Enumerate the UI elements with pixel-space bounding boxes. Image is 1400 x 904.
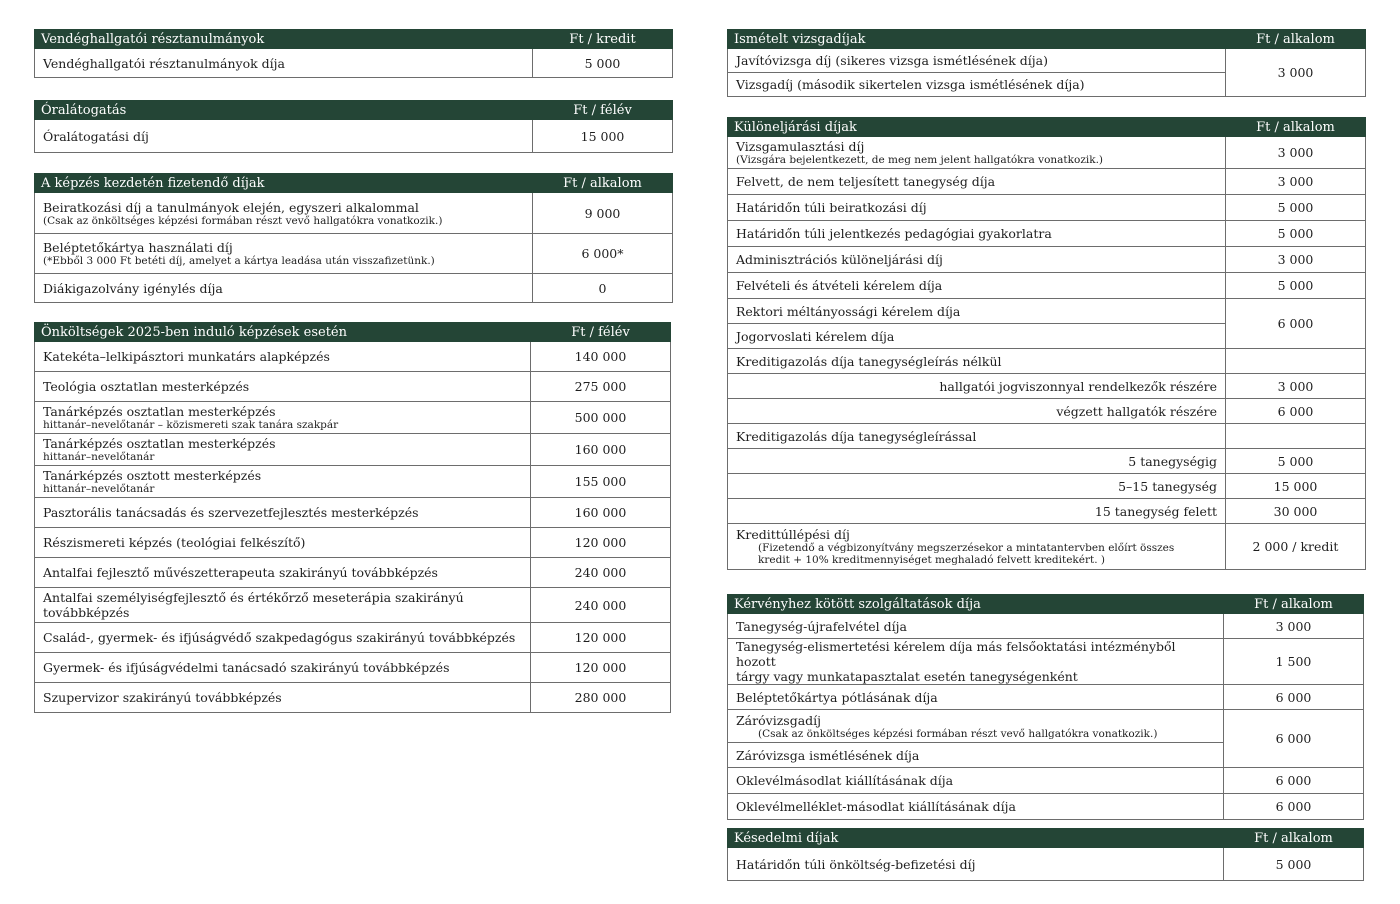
program-label: Szupervizor szakirányú továbbképzés [35,683,531,713]
late-fees-table [727,828,1364,881]
fee-value: 6 000 [1224,768,1364,794]
table-row [728,273,1366,299]
unit-header: Ft / alkalom [1224,829,1364,848]
table-row [728,848,1364,881]
fee-label-text: Vizsgamulasztási díj [736,139,865,154]
fee-label: Határidőn túli önköltség-befizetési díj [728,848,1224,881]
table-title: Ismételt vizsgadíjak [728,30,1226,49]
program-note: hittanár–nevelőtanár [43,483,155,495]
table-row [728,449,1366,474]
fee-value: 6 000 [1226,399,1366,424]
fee-value: 160 000 [531,498,671,528]
repeat-exam-table [727,29,1366,97]
fee-label: Kreditigazolás díja tanegységleírással [728,424,1226,449]
empty-cell [1226,424,1366,449]
visit-fees-table [34,100,673,153]
table-row [35,402,671,434]
fee-value: 6 000 [1224,794,1364,820]
program-label-text: Tanárképzés osztatlan mesterképzés [43,436,276,451]
fee-label: 5–15 tanegység [728,474,1226,499]
program-label [35,466,531,498]
table-row [728,374,1366,399]
fee-label [728,639,1224,685]
fee-value: 3 000 [1226,137,1366,169]
fee-label: Óralátogatási díj [35,120,533,153]
fee-value: 5 000 [1226,221,1366,247]
program-label: Antalfai fejlesztő művészetterapeuta szakirányú továbbképzés [35,558,531,588]
table-row [728,424,1366,449]
request-services-table [727,594,1364,820]
fee-value: 5 000 [1226,449,1366,474]
table-title: Késedelmi díjak [728,829,1224,848]
table-row [35,466,671,498]
unit-header: Ft / félév [531,323,671,342]
unit-header: Ft / kredit [533,30,673,49]
fee-label: Oklevélmásodlat kiállításának díja [728,768,1224,794]
guest-fees-table [34,29,673,78]
fee-value: 9 000 [533,193,673,234]
table-title: Óralátogatás [35,101,533,120]
fee-label: Vizsgadíj (második sikertelen vizsga ismétlésének díja) [728,73,1226,97]
fee-value: 5 000 [1224,848,1364,881]
unit-header: Ft / alkalom [1224,595,1364,614]
table-row [35,372,671,402]
fee-label-text: Beléptetőkártya használati díj [43,240,233,255]
table-row [35,274,673,303]
fee-value: 3 000 [1224,614,1364,639]
fee-label [728,710,1224,743]
fee-label: 5 tanegységig [728,449,1226,474]
table-row [728,614,1364,639]
program-note: hittanár–nevelőtanár – közismereti szak tanára szakpár [43,419,339,431]
table-row [728,524,1366,570]
fee-note: (Fizetendő a végbizonyítvány megszerzésekor a mintatantervben előírt összes [758,542,1175,554]
fee-value: 30 000 [1226,499,1366,524]
special-procedure-table [727,117,1366,570]
fee-label-text: Záróvizsgadíj [736,712,822,728]
program-label: Részismereti képzés (teológiai felkészítő) [35,528,531,558]
unit-header: Ft / félév [533,101,673,120]
table-row [35,588,671,623]
fee-note: (Csak az önköltséges képzési formában részt vevő hallgatókra vonatkozik.) [43,214,443,227]
fee-value: 3 000 [1226,374,1366,399]
fee-value: 500 000 [531,402,671,434]
table-row [35,528,671,558]
unit-header: Ft / alkalom [1226,30,1366,49]
tuition-table [34,322,671,713]
table-row [35,623,671,653]
fee-label: Adminisztrációs különeljárási díj [728,247,1226,273]
table-row [728,794,1364,820]
program-label-text: Tanárképzés osztatlan mesterképzés [43,404,276,419]
fee-value: 240 000 [531,558,671,588]
fee-label: 15 tanegység felett [728,499,1226,524]
fee-label: Vendéghallgatói résztanulmányok díja [35,49,533,78]
fee-label-text: tárgy vagy munkatapasztalat esetén tanegységenként [736,669,1078,684]
program-label-text: Tanárképzés osztott mesterképzés [43,468,262,483]
table-row [728,247,1366,273]
fee-value: 6 000 [1224,685,1364,710]
table-title: Vendéghallgatói résztanulmányok [35,30,533,49]
table-title: Különeljárási díjak [728,118,1226,137]
fee-label: Beléptetőkártya pótlásának díja [728,685,1224,710]
fee-value: 5 000 [1226,195,1366,221]
fee-label: Rektori méltányossági kérelem díja [728,299,1226,324]
table-row [728,299,1366,324]
fee-note: (Csak az önköltséges képzési formában részt vevő hallgatókra vonatkozik.) [758,727,1158,740]
fee-value: 6 000 [1224,710,1364,768]
fee-label-text: Kredittúllépési díj [736,527,850,542]
table-row [35,49,673,78]
fee-value: 1 500 [1224,639,1364,685]
program-label: Család-, gyermek- és ifjúságvédő szakpedagógus szakirányú továbbképzés [35,623,531,653]
table-row [35,653,671,683]
fee-label-text: Beiratkozási díj a tanulmányok elején, egyszeri alkalommal [43,199,419,215]
fee-value: 5 000 [533,49,673,78]
fee-label: Felvételi és átvételi kérelem díja [728,273,1226,299]
fee-value: 120 000 [531,528,671,558]
fee-label: hallgatói jogviszonnyal rendelkezők részére [728,374,1226,399]
fee-value: 120 000 [531,653,671,683]
table-title: Kérvényhez kötött szolgáltatások díja [728,595,1224,614]
program-label: Gyermek- és ifjúságvédelmi tanácsadó szakirányú továbbképzés [35,653,531,683]
table-row [728,768,1364,794]
table-row [728,137,1366,169]
fee-note: (Vizsgára bejelentkezett, de meg nem jelent hallgatókra vonatkozik.) [736,154,1104,166]
fee-value: 5 000 [1226,273,1366,299]
program-label [35,434,531,466]
fee-value: 3 000 [1226,247,1366,273]
fee-note: kredit + 10% kreditmennyiséget meghaladó felvett kreditekért. ) [758,554,1106,566]
table-row [35,234,673,274]
fee-value: 3 000 [1226,49,1366,97]
fee-label: Diákigazolvány igénylés díja [35,274,533,303]
table-row [35,120,673,153]
program-label: Katekéta–lelkipásztori munkatárs alapképzés [35,342,531,372]
fee-label: végzett hallgatók részére [728,399,1226,424]
fee-label: Tanegység-újrafelvétel díja [728,614,1224,639]
table-row [35,434,671,466]
fee-label: Jogorvoslati kérelem díja [728,324,1226,349]
table-row [728,349,1366,374]
program-label: Teológia osztatlan mesterképzés [35,372,531,402]
fee-label: Felvett, de nem teljesített tanegység díja [728,169,1226,195]
table-row [728,474,1366,499]
fee-label: Javítóvizsga díj (sikeres vizsga ismétlésének díja) [728,49,1226,73]
fee-value: 120 000 [531,623,671,653]
fee-value: 0 [533,274,673,303]
fee-label [728,137,1226,169]
fee-value: 280 000 [531,683,671,713]
table-row [728,221,1366,247]
program-label [35,402,531,434]
table-row [35,558,671,588]
table-row [728,169,1366,195]
table-row [728,195,1366,221]
table-row [35,498,671,528]
table-row [728,685,1364,710]
table-title: Önköltségek 2025-ben induló képzések esetén [35,323,531,342]
fee-value: 240 000 [531,588,671,623]
unit-header: Ft / alkalom [533,174,673,193]
program-label: Antalfai személyiségfejlesztő és értékőrző meseterápia szakirányú továbbképzés [35,588,531,623]
fee-note: (*Ebből 3 000 Ft betéti díj, amelyet a kártya leadása után visszafizetünk.) [43,255,435,267]
fee-label: Határidőn túli beiratkozási díj [728,195,1226,221]
program-note: hittanár–nevelőtanár [43,451,155,463]
fee-value: 2 000 / kredit [1226,524,1366,570]
fee-value: 160 000 [531,434,671,466]
fee-label-text: Tanegység-elismertetési kérelem díja más felsőoktatási intézményből hozott [736,639,1176,669]
fee-value: 3 000 [1226,169,1366,195]
table-title: A képzés kezdetén fizetendő díjak [35,174,533,193]
empty-cell [1226,349,1366,374]
table-row [728,639,1364,685]
table-row [35,342,671,372]
table-row [728,710,1364,743]
fee-value: 6 000 [1226,299,1366,349]
fee-value: 15 000 [533,120,673,153]
start-fees-table [34,173,673,303]
table-row [35,683,671,713]
fee-label: Záróvizsga ismétlésének díja [728,743,1224,768]
fee-label [35,234,533,274]
fee-value: 140 000 [531,342,671,372]
fee-label: Oklevélmelléklet-másodlat kiállításának díja [728,794,1224,820]
table-row [728,499,1366,524]
fee-label [728,524,1226,570]
fee-value: 155 000 [531,466,671,498]
fee-value: 275 000 [531,372,671,402]
fee-label [35,193,533,234]
table-row [728,399,1366,424]
program-label: Pasztorális tanácsadás és szervezetfejlesztés mesterképzés [35,498,531,528]
fee-value: 15 000 [1226,474,1366,499]
table-row [728,49,1366,73]
fee-label: Határidőn túli jelentkezés pedagógiai gyakorlatra [728,221,1226,247]
fee-label: Kreditigazolás díja tanegységleírás nélkül [728,349,1226,374]
unit-header: Ft / alkalom [1226,118,1366,137]
fee-value: 6 000* [533,234,673,274]
table-row [35,193,673,234]
